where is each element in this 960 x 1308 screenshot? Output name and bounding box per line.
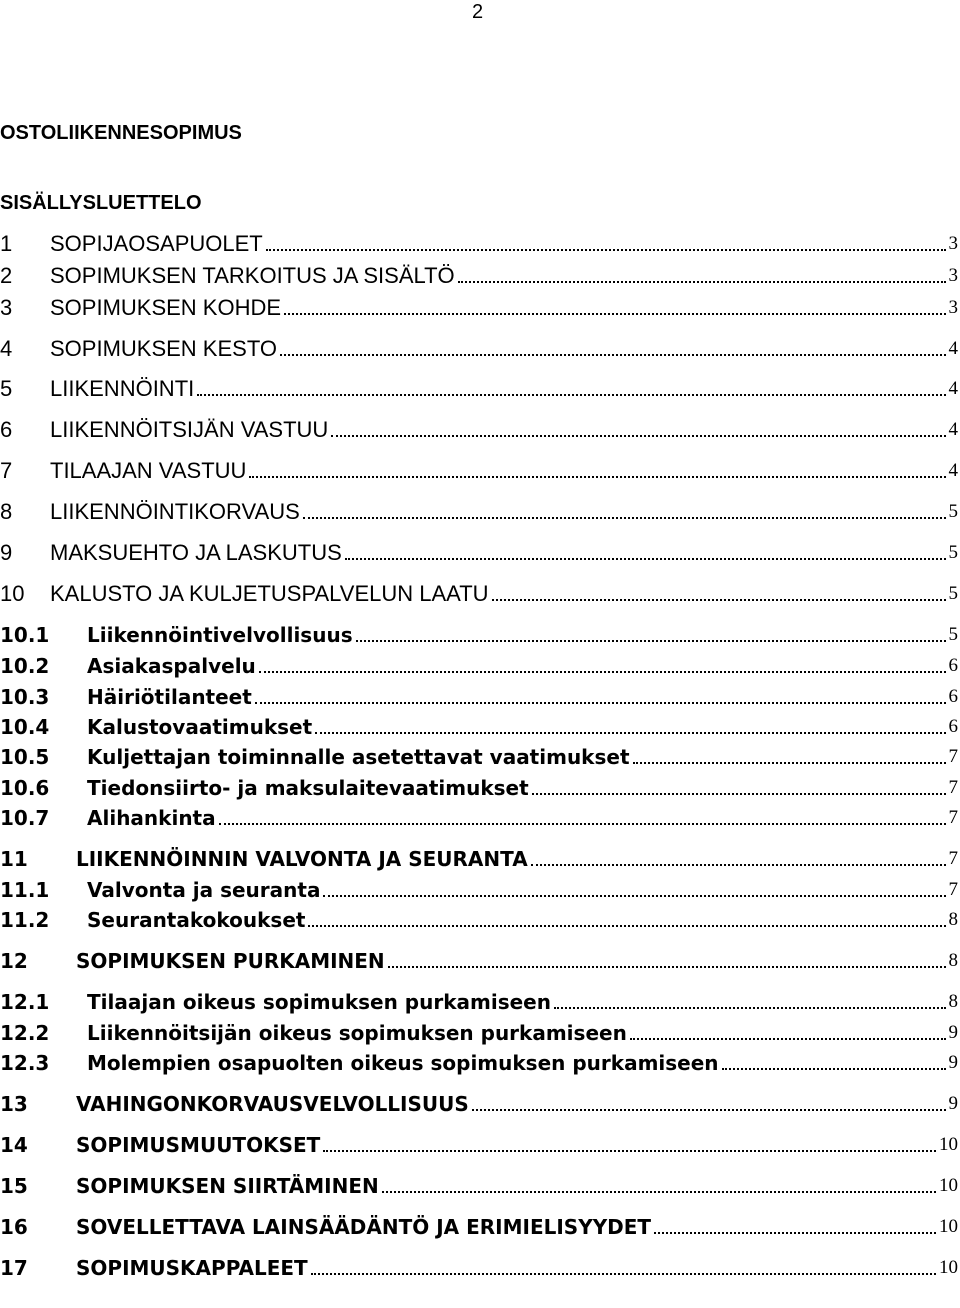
- toc-entry-page: 4: [948, 378, 958, 399]
- toc-entry-page: 4: [948, 419, 958, 440]
- toc-entry-number: 11.2: [0, 908, 50, 932]
- toc-entry-number: 15: [0, 1174, 28, 1198]
- toc-entry-page: 10: [939, 1175, 958, 1196]
- toc-entry-number: 11.1: [0, 878, 50, 902]
- toc-entry-title: SOVELLETTAVA LAINSÄÄDÄNTÖ JA ERIMIELISYYDET: [76, 1215, 652, 1239]
- toc-entry[interactable]: [0, 1170, 958, 1200]
- toc-entry[interactable]: [0, 619, 958, 649]
- toc-entry-page: 4: [948, 338, 958, 359]
- toc-entry-number: 1: [0, 231, 13, 256]
- toc-entry-number: 3: [0, 295, 13, 320]
- toc-dot-leader: [554, 1007, 946, 1009]
- toc-dot-leader: [531, 864, 946, 866]
- toc-entry[interactable]: [0, 496, 958, 526]
- toc-dot-leader: [259, 671, 946, 673]
- toc-entry-page: 7: [948, 777, 958, 798]
- toc-entry[interactable]: [0, 711, 958, 741]
- toc-entry-title: Molempien osapuolten oikeus sopimuksen purkamiseen: [87, 1051, 719, 1075]
- toc-dot-leader: [532, 793, 946, 795]
- toc-entry[interactable]: [0, 802, 958, 832]
- toc-entry-number: 10.1: [0, 623, 50, 647]
- toc-entry-number: 5: [0, 376, 13, 401]
- toc-entry[interactable]: [0, 843, 958, 873]
- toc-dot-leader: [492, 599, 946, 601]
- toc-dot-leader: [303, 517, 946, 519]
- toc-entry-title: TILAAJAN VASTUU: [50, 458, 247, 483]
- toc-entry-number: 12.3: [0, 1051, 50, 1075]
- page-number: 2: [472, 1, 484, 23]
- toc-entry-page: 9: [948, 1052, 958, 1073]
- toc-entry-number: 14: [0, 1133, 28, 1157]
- toc-dot-leader: [266, 249, 946, 251]
- toc-dot-leader: [323, 895, 945, 897]
- toc-entry-page: 4: [948, 460, 958, 481]
- toc-entry-page: 3: [948, 265, 958, 286]
- toc-entry-page: 8: [948, 909, 958, 930]
- toc-dot-leader: [308, 925, 945, 927]
- toc-entry-page: 5: [948, 583, 958, 604]
- toc-entry-number: 11: [0, 847, 28, 871]
- toc-entry-page: 6: [948, 716, 958, 737]
- toc-entry-page: 10: [939, 1216, 958, 1237]
- toc-entry-page: 7: [948, 746, 958, 767]
- toc-entry-title: Seurantakokoukset: [87, 908, 306, 932]
- toc-dot-leader: [633, 762, 946, 764]
- toc-entry-number: 10.3: [0, 685, 50, 709]
- toc-entry[interactable]: [0, 578, 958, 608]
- toc-entry-title: Liikennöintivelvollisuus: [87, 623, 353, 647]
- toc-entry-number: 13: [0, 1092, 28, 1116]
- toc-entry-page: 5: [948, 624, 958, 645]
- toc-entry-title: Tilaajan oikeus sopimuksen purkamiseen: [87, 990, 551, 1014]
- toc-entry-page: 6: [948, 686, 958, 707]
- toc-entry-page: 10: [939, 1134, 958, 1155]
- toc-entry-page: 6: [948, 655, 958, 676]
- toc-dot-leader: [280, 354, 946, 356]
- toc-dot-leader: [197, 394, 945, 396]
- toc-entry-page: 3: [948, 233, 958, 254]
- toc-dot-leader: [356, 640, 946, 642]
- toc-entry-title: SOPIMUSMUUTOKSET: [76, 1133, 321, 1157]
- toc-entry-number: 10.6: [0, 776, 50, 800]
- toc-entry[interactable]: [0, 986, 958, 1016]
- toc-dot-leader: [472, 1109, 946, 1111]
- toc-dot-leader: [255, 702, 946, 704]
- toc-entry-title: LIIKENNÖINTIKORVAUS: [50, 499, 300, 524]
- toc-entry-page: 3: [948, 297, 958, 318]
- toc-entry-number: 16: [0, 1215, 28, 1239]
- toc-entry-page: 5: [948, 501, 958, 522]
- toc-entry-title: Valvonta ja seuranta: [87, 878, 321, 902]
- toc-entry-number: 12.1: [0, 990, 50, 1014]
- toc-entry[interactable]: [0, 772, 958, 802]
- toc-entry-title: MAKSUEHTO JA LASKUTUS: [50, 540, 342, 565]
- toc-entry[interactable]: [0, 537, 958, 567]
- toc-entry[interactable]: [0, 1017, 958, 1047]
- toc-dot-leader: [458, 281, 946, 283]
- toc-entry[interactable]: [0, 1211, 958, 1241]
- toc-entry-title: VAHINGONKORVAUSVELVOLLISUUS: [76, 1092, 469, 1116]
- toc-entry[interactable]: [0, 414, 958, 444]
- toc-dot-leader: [345, 558, 946, 560]
- toc-entry-title: LIIKENNÖINNIN VALVONTA JA SEURANTA: [76, 847, 528, 871]
- toc-entry-number: 7: [0, 458, 13, 483]
- toc-entry[interactable]: [0, 874, 958, 904]
- toc-entry-title: LIIKENNÖITSIJÄN VASTUU: [50, 417, 329, 442]
- toc-entry-title: Alihankinta: [87, 806, 216, 830]
- toc-entry-title: LIIKENNÖINTI: [50, 376, 195, 401]
- toc-dot-leader: [382, 1191, 936, 1193]
- toc-entry[interactable]: [0, 292, 958, 322]
- toc-entry-title: Liikennöitsijän oikeus sopimuksen purkamiseen: [87, 1021, 627, 1045]
- toc-entry-title: Asiakaspalvelu: [87, 654, 256, 678]
- toc-entry-number: 10.5: [0, 745, 50, 769]
- toc-entry-title: KALUSTO JA KULJETUSPALVELUN LAATU: [50, 581, 489, 606]
- toc-entry-page: 7: [948, 807, 958, 828]
- toc-entry[interactable]: [0, 333, 958, 363]
- toc-entry[interactable]: [0, 681, 958, 711]
- toc-entry-page: 7: [948, 879, 958, 900]
- toc-entry[interactable]: [0, 260, 958, 290]
- toc-entry-page: 10: [939, 1257, 958, 1278]
- toc-entry-title: Kuljettajan toiminnalle asetettavat vaatimukset: [87, 745, 630, 769]
- toc-entry-page: 8: [948, 950, 958, 971]
- toc-entry-number: 2: [0, 263, 13, 288]
- toc-entry[interactable]: [0, 1088, 958, 1118]
- toc-entry[interactable]: [0, 1252, 958, 1282]
- toc-dot-leader: [249, 476, 945, 478]
- toc-entry[interactable]: [0, 904, 958, 934]
- toc-dot-leader: [284, 313, 945, 315]
- toc-dot-leader: [654, 1232, 936, 1234]
- toc-entry-number: 8: [0, 499, 13, 524]
- toc-dot-leader: [722, 1068, 946, 1070]
- toc-entry-page: 7: [948, 848, 958, 869]
- toc-entry-page: 5: [948, 542, 958, 563]
- toc-entry-title: Häiriötilanteet: [87, 685, 252, 709]
- toc-entry-number: 10.2: [0, 654, 50, 678]
- toc-heading: SISÄLLYSLUETTELO: [0, 192, 202, 214]
- toc-entry-title: SOPIMUKSEN KESTO: [50, 336, 277, 361]
- toc-entry-title: SOPIMUKSEN KOHDE: [50, 295, 282, 320]
- toc-entry[interactable]: [0, 455, 958, 485]
- toc-entry-number: 17: [0, 1256, 28, 1280]
- toc-entry[interactable]: [0, 741, 958, 771]
- toc-entry-title: SOPIMUKSEN TARKOITUS JA SISÄLTÖ: [50, 263, 455, 288]
- toc-entry[interactable]: [0, 228, 958, 258]
- toc-entry[interactable]: [0, 650, 958, 680]
- toc-dot-leader: [388, 966, 946, 968]
- toc-entry[interactable]: [0, 1047, 958, 1077]
- toc-dot-leader: [331, 435, 945, 437]
- toc-entry-title: SOPIMUSKAPPALEET: [76, 1256, 308, 1280]
- toc-entry-title: Kalustovaatimukset: [87, 715, 313, 739]
- toc-entry-number: 12.2: [0, 1021, 50, 1045]
- toc-dot-leader: [630, 1038, 946, 1040]
- toc-entry-number: 10.4: [0, 715, 50, 739]
- toc-dot-leader: [311, 1273, 936, 1275]
- toc-entry-title: SOPIJAOSAPUOLET: [50, 231, 263, 256]
- toc-entry-page: 8: [948, 991, 958, 1012]
- toc-entry-number: 4: [0, 336, 13, 361]
- toc-entry[interactable]: [0, 945, 958, 975]
- toc-entry[interactable]: [0, 1129, 958, 1159]
- toc-entry-title: SOPIMUKSEN SIIRTÄMINEN: [76, 1174, 379, 1198]
- toc-entry-title: Tiedonsiirto- ja maksulaitevaatimukset: [87, 776, 529, 800]
- toc-entry-number: 6: [0, 417, 13, 442]
- toc-entry-title: SOPIMUKSEN PURKAMINEN: [76, 949, 385, 973]
- toc-entry-page: 9: [948, 1093, 958, 1114]
- toc-dot-leader: [323, 1150, 936, 1152]
- toc-entry-page: 9: [948, 1022, 958, 1043]
- toc-dot-leader: [315, 732, 945, 734]
- toc-dot-leader: [219, 823, 946, 825]
- toc-entry-number: 9: [0, 540, 13, 565]
- toc-entry-number: 10.7: [0, 806, 50, 830]
- toc-entry[interactable]: [0, 373, 958, 403]
- document-title: OSTOLIIKENNESOPIMUS: [0, 122, 242, 144]
- toc-entry-number: 10: [0, 581, 25, 606]
- toc-entry-number: 12: [0, 949, 28, 973]
